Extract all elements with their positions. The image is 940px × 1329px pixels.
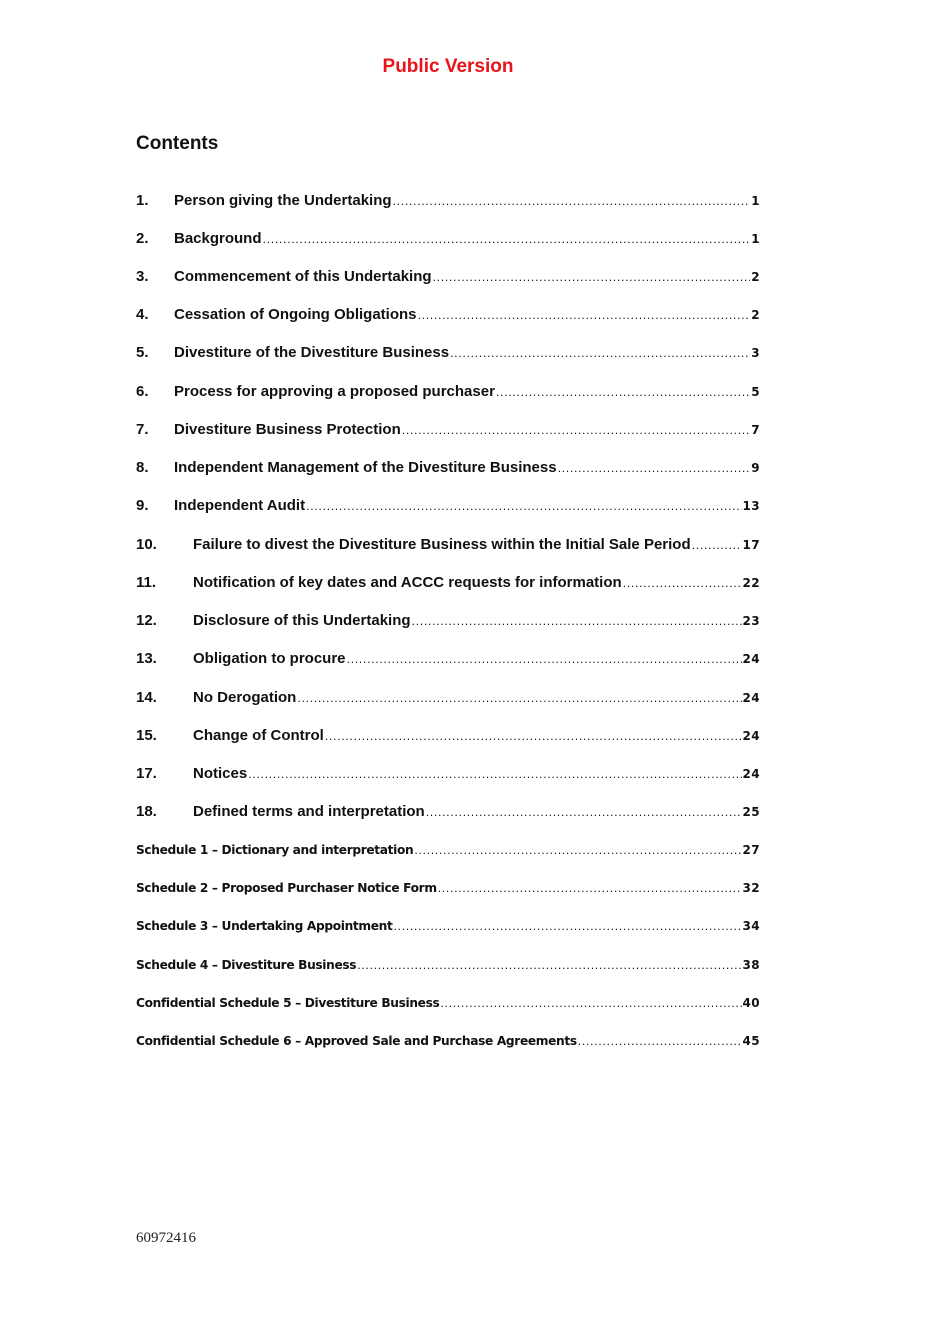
toc-schedule-page: 34 — [742, 919, 760, 933]
toc-entry-number: 14. — [136, 689, 157, 706]
toc-entry[interactable] — [136, 536, 760, 558]
toc-entry-number: 11. — [136, 574, 157, 591]
toc-entry[interactable] — [136, 192, 760, 214]
toc-entry[interactable] — [136, 230, 760, 252]
toc-leader-dots — [440, 997, 741, 1010]
toc-entry-title: Cessation of Ongoing Obligations — [174, 306, 417, 323]
toc-schedule-entry[interactable] — [136, 1034, 760, 1056]
toc-entry-page: 24 — [742, 691, 760, 705]
toc-entry-page: 3 — [751, 346, 760, 360]
toc-schedule-entry[interactable] — [136, 919, 760, 941]
toc-schedule-page: 45 — [742, 1034, 760, 1048]
toc-leader-dots — [558, 462, 751, 475]
toc-entry-page: 2 — [751, 270, 760, 284]
toc-entry-title: Disclosure of this Undertaking — [193, 612, 411, 629]
toc-leader-dots — [578, 1035, 742, 1048]
toc-entry-number: 13. — [136, 650, 157, 667]
toc-schedule-page: 27 — [742, 843, 760, 857]
toc-entry-page: 24 — [742, 729, 760, 743]
toc-entry-number: 17. — [136, 765, 157, 782]
toc-entry-title: Notification of key dates and ACCC requests for information — [193, 574, 622, 591]
toc-entry-number: 1. — [136, 192, 149, 209]
toc-entry-number: 10. — [136, 536, 157, 553]
toc-entry-page: 13 — [742, 499, 760, 513]
toc-entry-page: 2 — [751, 308, 760, 322]
toc-entry[interactable] — [136, 765, 760, 787]
toc-entry[interactable] — [136, 497, 760, 519]
toc-entry-number: 5. — [136, 344, 149, 361]
toc-schedule-page: 40 — [742, 996, 760, 1010]
toc-entry-title: Divestiture Business Protection — [174, 421, 401, 438]
toc-leader-dots — [414, 844, 741, 857]
toc-entry[interactable] — [136, 383, 760, 405]
toc-leader-dots — [325, 730, 742, 743]
toc-entry-number: 3. — [136, 268, 149, 285]
toc-entry-page: 24 — [742, 652, 760, 666]
toc-entry[interactable] — [136, 612, 760, 634]
toc-entry-page: 1 — [751, 232, 760, 246]
toc-schedule-title: Confidential Schedule 5 – Divestiture Business — [136, 996, 440, 1010]
toc-entry-number: 12. — [136, 612, 157, 629]
toc-schedule-entry[interactable] — [136, 843, 760, 865]
toc-entry-page: 23 — [742, 614, 760, 628]
toc-entry-page: 5 — [751, 385, 760, 399]
toc-entry-page: 25 — [742, 805, 760, 819]
toc-entry[interactable] — [136, 344, 760, 366]
toc-entry-title: Failure to divest the Divestiture Business within the Initial Sale Period — [193, 536, 691, 553]
toc-entry[interactable] — [136, 689, 760, 711]
toc-entry-number: 15. — [136, 727, 157, 744]
toc-entry-number: 7. — [136, 421, 149, 438]
toc-leader-dots — [393, 920, 741, 933]
toc-entry-number: 9. — [136, 497, 149, 514]
toc-entry-title: Obligation to procure — [193, 650, 346, 667]
toc-entry-number: 18. — [136, 803, 157, 820]
toc-entry-page: 1 — [751, 194, 760, 208]
toc-entry-title: No Derogation — [193, 689, 297, 706]
public-version-label: Public Version — [382, 56, 514, 77]
toc-entry-number: 6. — [136, 383, 149, 400]
toc-entry-title: Person giving the Undertaking — [174, 192, 392, 209]
toc-schedule-title: Confidential Schedule 6 – Approved Sale and Purchase Agreements — [136, 1034, 577, 1048]
toc-schedule-entry[interactable] — [136, 958, 760, 980]
toc-schedule-title: Schedule 2 – Proposed Purchaser Notice Form — [136, 881, 437, 895]
toc-leader-dots — [450, 347, 750, 360]
toc-entry-title: Independent Management of the Divestiture Business — [174, 459, 557, 476]
toc-leader-dots — [433, 271, 751, 284]
toc-entry-title: Divestiture of the Divestiture Business — [174, 344, 450, 361]
toc-entry-title: Independent Audit — [174, 497, 306, 514]
toc-schedule-entry[interactable] — [136, 881, 760, 903]
toc-leader-dots — [418, 309, 751, 322]
toc-entry-title: Defined terms and interpretation — [193, 803, 425, 820]
toc-leader-dots — [248, 768, 741, 781]
toc-leader-dots — [412, 615, 742, 628]
toc-schedule-title: Schedule 1 – Dictionary and interpretation — [136, 843, 414, 857]
toc-entry-title: Change of Control — [193, 727, 324, 744]
toc-schedule-page: 32 — [742, 881, 760, 895]
toc-entry-title: Commencement of this Undertaking — [174, 268, 432, 285]
toc-leader-dots — [263, 233, 751, 246]
toc-entry-title: Background — [174, 230, 262, 247]
toc-leader-dots — [623, 577, 742, 590]
toc-entry-number: 8. — [136, 459, 149, 476]
toc-entry[interactable] — [136, 574, 760, 596]
toc-entry-number: 2. — [136, 230, 149, 247]
toc-leader-dots — [347, 653, 742, 666]
toc-leader-dots — [306, 500, 741, 513]
toc-leader-dots — [426, 806, 742, 819]
toc-leader-dots — [402, 424, 751, 437]
toc-entry[interactable] — [136, 803, 760, 825]
toc-entry-page: 17 — [742, 538, 760, 552]
toc-schedule-title: Schedule 3 – Undertaking Appointment — [136, 919, 393, 933]
toc-entry-page: 9 — [751, 461, 760, 475]
toc-entry-page: 7 — [751, 423, 760, 437]
toc-entry-title: Notices — [193, 765, 248, 782]
toc-schedule-entry[interactable] — [136, 996, 760, 1018]
toc-entry[interactable] — [136, 306, 760, 328]
toc-leader-dots — [496, 386, 750, 399]
toc-entry-page: 22 — [742, 576, 760, 590]
contents-heading: Contents — [136, 133, 219, 154]
toc-leader-dots — [357, 959, 741, 972]
toc-leader-dots — [297, 692, 741, 705]
toc-entry-title: Process for approving a proposed purchaser — [174, 383, 495, 400]
toc-leader-dots — [692, 539, 742, 552]
toc-entry[interactable] — [136, 268, 760, 290]
toc-schedule-page: 38 — [742, 958, 760, 972]
document-number: 60972416 — [136, 1230, 196, 1246]
toc-entry[interactable] — [136, 650, 760, 672]
toc-entry-page: 24 — [742, 767, 760, 781]
toc-entry-number: 4. — [136, 306, 149, 323]
toc-leader-dots — [393, 195, 751, 208]
toc-entry[interactable] — [136, 727, 760, 749]
toc-entry[interactable] — [136, 421, 760, 443]
toc-entry[interactable] — [136, 459, 760, 481]
toc-schedule-title: Schedule 4 – Divestiture Business — [136, 958, 357, 972]
toc-leader-dots — [438, 882, 742, 895]
